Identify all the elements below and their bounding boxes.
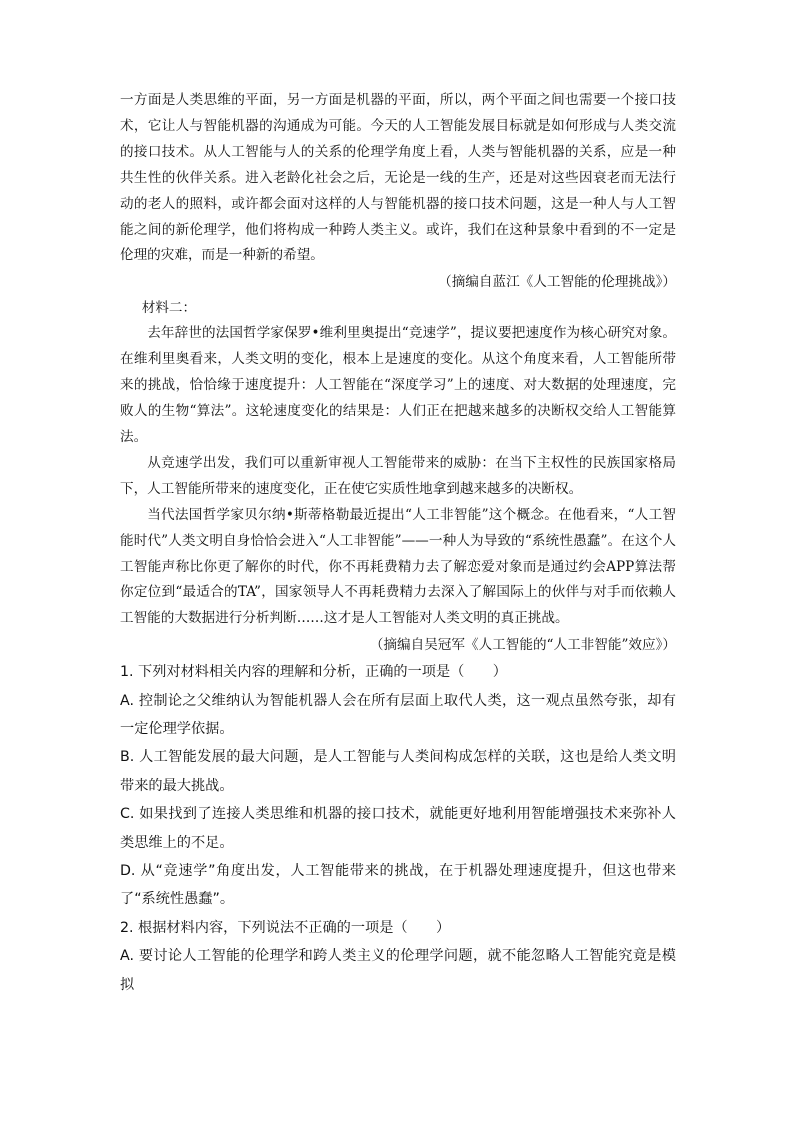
material1-tail-paragraph: 一方面是人类思维的平面，另一方面是机器的平面，所以，两个平面之间也需要一个接口技术，它让人与智能机器的沟通成为可能。今天的人工智能发展目标就是如何形成与人类交流的接口技术。从人工智能与人的关系的伦理学角度上看，人类与智能机器的关系，应是一种共生性的伙伴关系。进入老龄化社会之后，无论是一线的生产，还是对这些因衰老而无法行动的老人的照料，或许都会面对这样的人与智能机器的接口技术问题，这是一种人与人工智能之间的新伦理学，他们将构成一种跨人类主义。或许，我们在这种景象中看到的不一定是伦理的灾难，而是一种新的希望。 — [120, 92, 676, 264]
material2-paragraph-2: 从竞速学出发，我们可以重新审视人工智能带来的威胁：在当下主权性的民族国家格局下，人工智能所带来的速度变化，正在使它实质性地拿到越来越多的决断权。 — [120, 454, 676, 497]
question-1-stem: 1. 下列对材料相关内容的理解和分析，正确的一项是（ ） — [120, 664, 507, 681]
material2-heading: 材料二： — [141, 300, 197, 317]
question-1-option-c: C. 如果找到了连接人类思维和机器的接口技术，就能更好地利用智能增强技术来弥补人类思维上的不足。 — [120, 806, 676, 851]
question-1-option-b: B. 人工智能发展的最大问题，是人工智能与人类间构成怎样的关联，这也是给人类文明带来的最大挑战。 — [120, 749, 676, 794]
document-page — [120, 88, 676, 999]
material2-paragraph-1: 去年辞世的法国哲学家保罗•维利里奥提出“竞速学”，提议要把速度作为核心研究对象。在维利里奥看来，人类文明的变化，根本上是速度的变化。从这个角度来看，人工智能所带来的挑战，恰恰缘于速度提升：人工智能在“深度学习”上的速度、对大数据的处理速度，完败人的生物“算法”。这轮速度变化的结果是：人们正在把越来越多的决断权交给人工智能算法。 — [120, 325, 676, 445]
source-citation-2: （摘编自吴冠军《人工智能的“人工非智能”效应》） — [369, 637, 676, 654]
source-citation-1: （摘编自蓝江《人工智能的伦理挑战》） — [438, 274, 676, 291]
question-1-option-d: D. 从“竞速学”角度出发，人工智能带来的挑战，在于机器处理速度提升，但这也带来了“系统性愚蠢”。 — [120, 863, 676, 908]
question-2-option-a: A. 要讨论人工智能的伦理学和跨人类主义的伦理学问题，就不能忽略人工智能究竟是模拟 — [120, 948, 676, 993]
material2-paragraph-3: 当代法国哲学家贝尔纳•斯蒂格勒最近提出“人工非智能”这个概念。在他看来，“人工智能时代”人类文明自身恰恰会进入“人工非智能”——一种人为导致的“系统性愚蠢”。在这个人工智能声称比你更了解你的时代，你不再耗费精力去了解恋爱对象而是通过约会APP算法帮你定位到“最适合的TA”，国家领导人不再耗费精力去深入了解国际上的伙伴与对手而依赖人工智能的大数据进行分析判断……这才是人工智能对人类文明的真正挑战。 — [120, 506, 676, 627]
questions — [120, 658, 676, 999]
question-1-option-a: A. 控制论之父维纳认为智能机器人会在所有层面上取代人类，这一观点虽然夸张，却有一定伦理学依据。 — [120, 692, 676, 738]
question-2-stem: 2. 根据材料内容，下列说法不正确的一项是（ ） — [120, 919, 451, 936]
